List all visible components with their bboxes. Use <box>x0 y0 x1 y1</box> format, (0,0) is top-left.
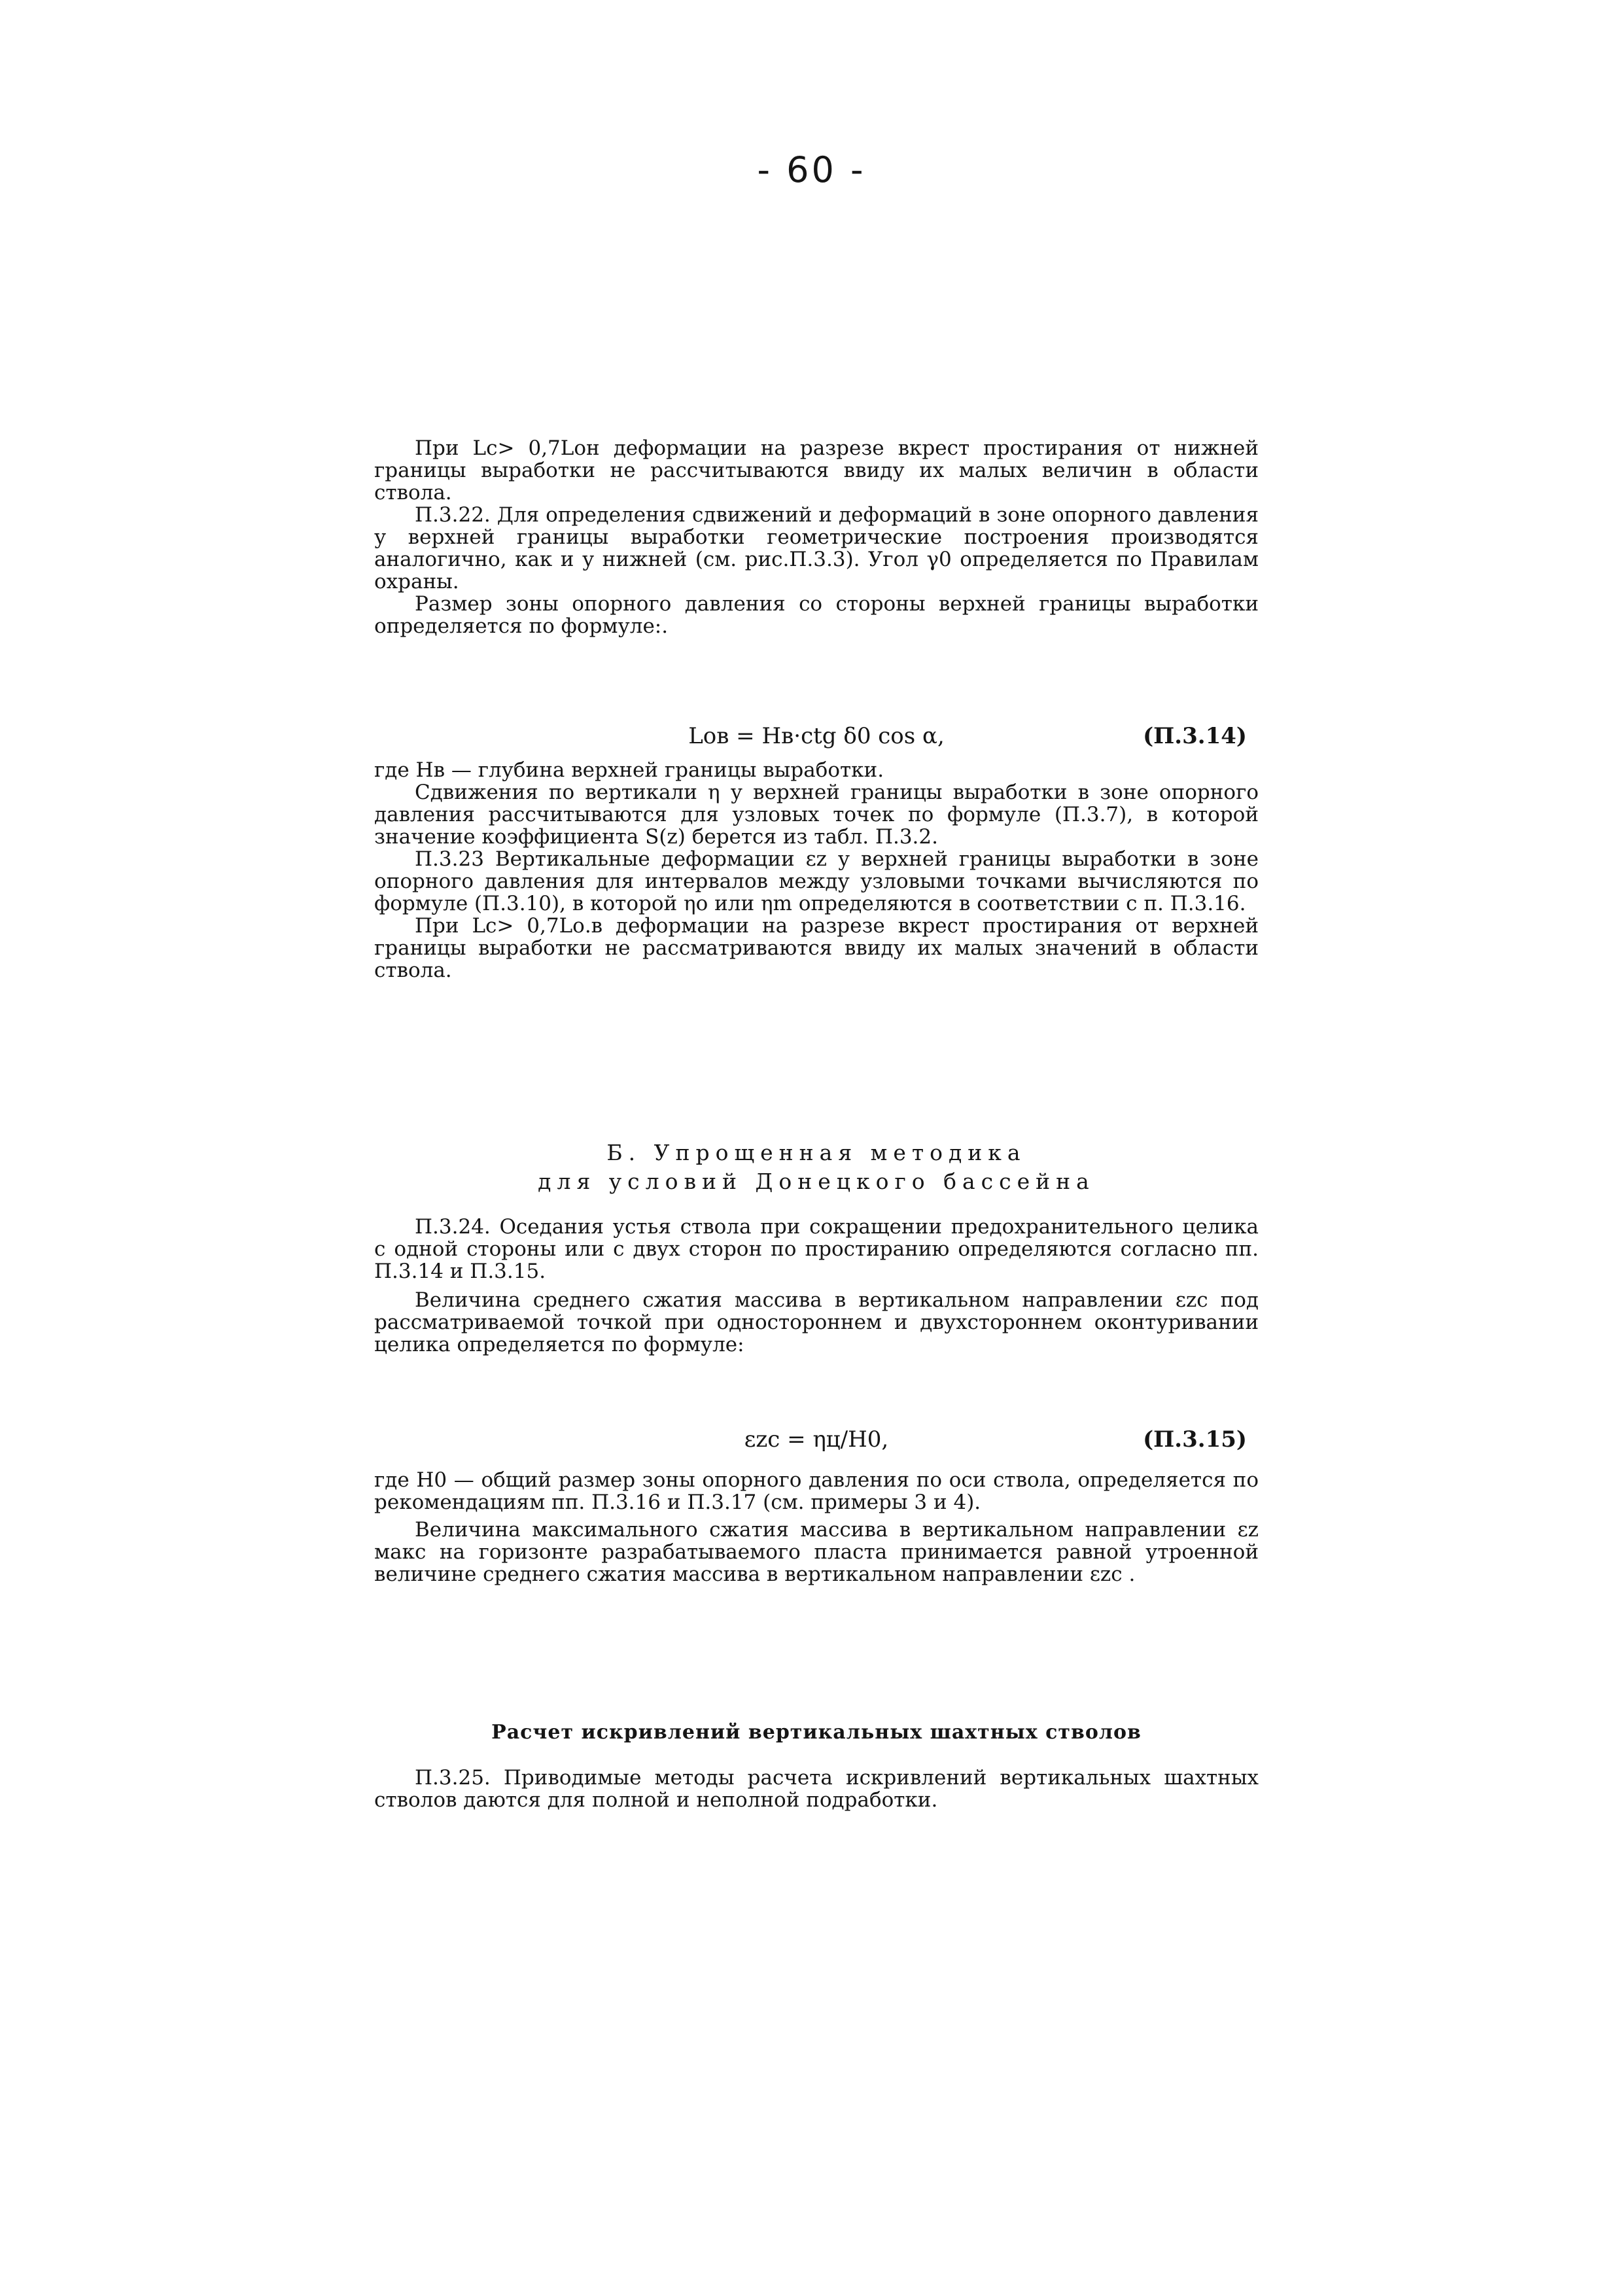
formula-number: (П.3.15) <box>1143 1426 1247 1453</box>
paragraph: Сдвижения по вертикали η у верхней границы выработки в зоне опорного давления рассчитываются для узловых точек по формуле (П.3.7), в которой значение коэффициента S(z) берется из табл. П.3.2. <box>374 781 1259 849</box>
formula-number: (П.3.14) <box>1143 723 1247 749</box>
paragraph-block-2 <box>374 759 1259 981</box>
paragraph: Размер зоны опорного давления со стороны верхней границы выработки определяется по формуле:. <box>374 592 1259 638</box>
section-heading <box>374 1139 1259 1196</box>
formula-expression: Lов = Hв·ctg δ0 cos α, <box>688 723 945 749</box>
paragraph: где H0 — общий размер зоны опорного давления по оси ствола, определяется по рекомендациям пп. П.3.16 и П.3.17 (см. примеры 3 и 4). <box>374 1468 1259 1514</box>
paragraph-block-5 <box>374 1767 1259 1811</box>
paragraph: При Lc> 0,7Lо.в деформации на разрезе вкрест простирания от верхней границы выработки не рассматриваются ввиду их малых значений в области ствола. <box>374 914 1259 982</box>
paragraph-block-1 <box>374 437 1259 637</box>
paragraph-block-3 <box>374 1216 1259 1356</box>
paragraph: П.3.24. Оседания устья ствола при сокращении предохранительного целика с одной стороны или с двух сторон по простиранию определяются согласно пп. П.3.14 и П.3.15. <box>374 1215 1259 1283</box>
paragraph: П.3.22. Для определения сдвижений и деформаций в зоне опорного давления у верхней границы выработки геометрические построения производятся аналогично, как и у нижней (см. рис.П.3.3). Угол γ0 определяется по Правилам охраны. <box>374 503 1259 593</box>
heading-line-2: для условий Донецкого бассейна <box>538 1169 1095 1194</box>
paragraph: П.3.25. Приводимые методы расчета искривлений вертикальных шахтных стволов даются для полной и неполной подработки. <box>374 1766 1259 1812</box>
paragraph: П.3.23 Вертикальные деформации εz у верхней границы выработки в зоне опорного давления для интервалов между узловыми точками вычисляются по формуле (П.3.10), в которой ηо или ηm определяются в соответствии с п. П.3.16. <box>374 847 1259 915</box>
heading-line-1: Б. Упрощенная методика <box>606 1140 1026 1165</box>
section-title: Расчет искривлений вертикальных шахтных стволов <box>491 1721 1142 1744</box>
paragraph-block-4 <box>374 1469 1259 1585</box>
paragraph: При Lc> 0,7Lон деформации на разрезе вкрест простирания от нижней границы выработки не рассчитываются ввиду их малых величин в области ствола. <box>374 436 1259 504</box>
formula-p3-14 <box>374 723 1259 753</box>
paragraph: Величина среднего сжатия массива в вертикальном направлении εzc под рассматриваемой точкой при одностороннем и двухстороннем оконтуривании целика определяется по формуле: <box>374 1288 1259 1356</box>
paragraph: Величина максимального сжатия массива в вертикальном направлении εz макс на горизонте разрабатываемого пласта принимается равной утроенной величине среднего сжатия массива в вертикальном направлении εzc . <box>374 1518 1259 1586</box>
formula-expression: εzc = ηц/H0, <box>744 1426 889 1453</box>
page-number: - 60 - <box>757 149 866 190</box>
paragraph: где Hв — глубина верхней границы выработки. <box>374 758 884 782</box>
formula-p3-15 <box>374 1426 1259 1457</box>
